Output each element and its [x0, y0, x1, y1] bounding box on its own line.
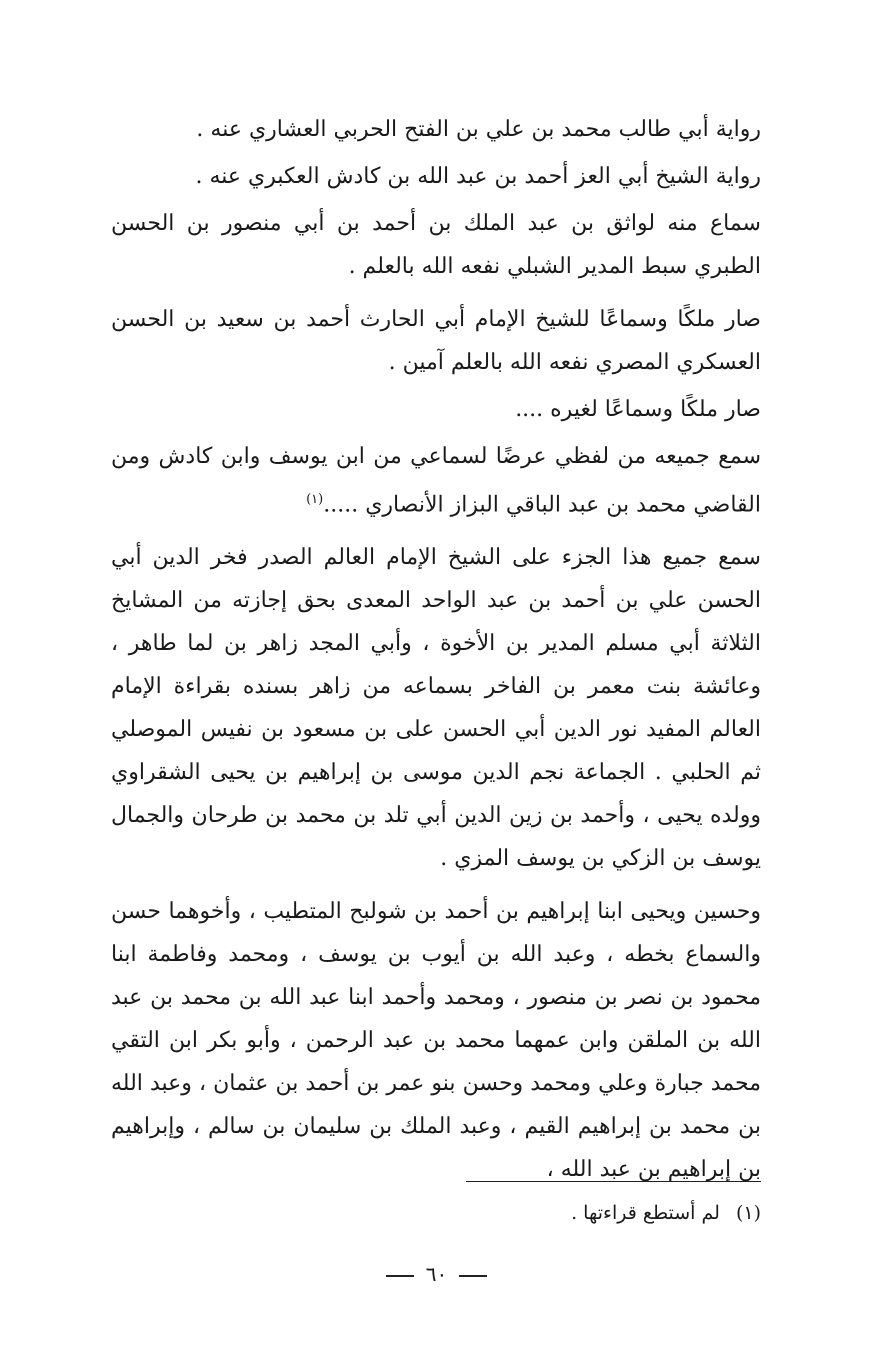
paragraph-8: وحسين ويحيى ابنا إبراهيم بن أحمد بن شولبح المتطيب ، وأخوهما حسن والسماع بخطه ، وعبد الله بن أيوب بن يوسف ، ومحمد وفاطمة ابنا محمود بن نصر بن منصور ، ومحمد وأحمد ابنا عبد الله بن محمد بن عبد الله بن الملقن وابن عمهما محمد بن عبد الرحمن ، وأبو بكر ابن التقي محمد جبارة وعلي ومحمد وحسن بنو عمر بن أحمد بن عثمان ، وعبد الله بن محمد بن إبراهيم القيم ، وعبد الملك بن سليمان بن سالم ، وإبراهيم بن إبراهيم بن عبد الله ، [111, 899, 762, 1183]
page-number-value: ٦٠ [425, 1262, 448, 1286]
paragraph-5: صار ملكًا وسماعًا لغيره .... [515, 397, 761, 422]
paragraph-6 [111, 435, 761, 526]
footnote-text: لم أستطع قراءتها . [571, 1202, 720, 1224]
paragraph-7: سمع جميع هذا الجزء على الشيخ الإمام العالم الصدر فخر الدين أبي الحسن علي بن أحمد بن عبد الواحد المعدى بحق إجازته من المشايخ الثلاثة أبي مسلم المدير بن الأخوة ، وأبي المجد زاهر بن لما طاهر ، وعائشة بنت معمر بن الفاخر بسماعه من زاهر بسنده بقراءة الإمام العالم المفيد نور الدين أبي الحسن على بن مسعود بن نفيس الموصلي ثم الحلبي . الجماعة نجم الدين موسى بن إبراهيم بن يحيى الشقراوي وولده يحيى ، وأحمد بن زين الدين أبي تلد بن محمد بن طرحان والجمال يوسف بن الزكي بن يوسف المزي . [111, 545, 761, 872]
footnote [571, 1200, 761, 1226]
paragraph-1: رواية أبي طالب محمد بن علي بن الفتح الحربي العشاري عنه . [196, 117, 761, 142]
footnote-reference: (١) [306, 492, 324, 507]
page-number [0, 1262, 873, 1286]
page-number-dash-left [386, 1275, 414, 1277]
page-number-dash-right [459, 1275, 487, 1277]
footnote-mark: (١) [735, 1202, 761, 1224]
paragraph-4: صار ملكًا وسماعًا للشيخ الإمام أبي الحارث أحمد بن سعيد بن الحسن العسكري المصري نفعه الله بالعلم آمين . [111, 307, 761, 375]
main-text [111, 108, 761, 1195]
footnote-divider [466, 1181, 761, 1182]
paragraph-2: رواية الشيخ أبي العز أحمد بن عبد الله بن كادش العكبري عنه . [195, 164, 761, 189]
paragraph-3: سماع منه لواثق بن عبد الملك بن أحمد بن أبي منصور بن الحسن الطبري سبط المدير الشبلي نفعه الله بالعلم . [111, 211, 761, 279]
paragraph-6-text: سمع جميعه من لفظي عرضًا لسماعي من ابن يوسف وابن كادش ومن القاضي محمد بن عبد الباقي البزاز الأنصاري ..... [111, 444, 761, 518]
